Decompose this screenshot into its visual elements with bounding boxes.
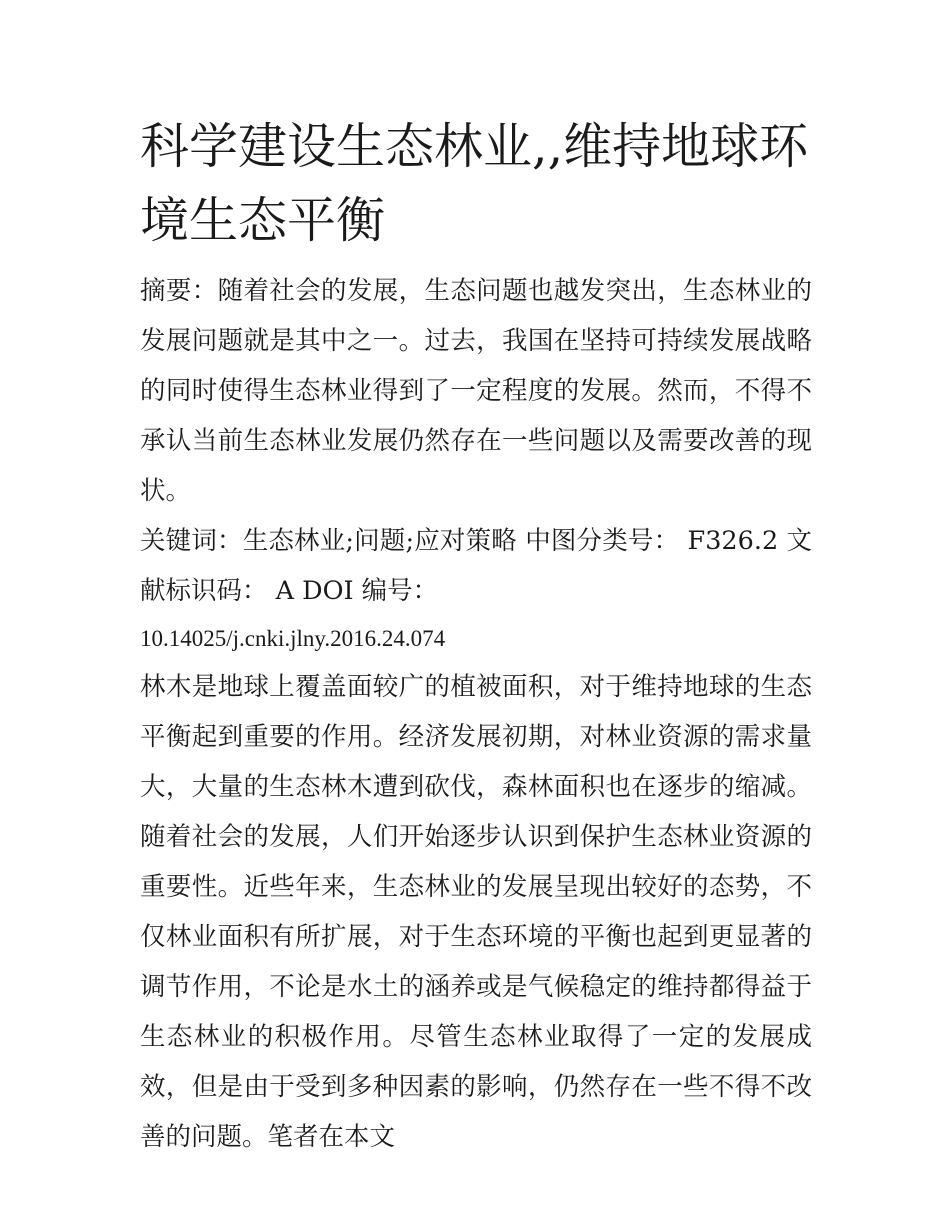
keywords-paragraph: 关键词：生态林业;问题;应对策略 中图分类号： F326.2 文献标识码： A DOI 编号： (140, 526, 812, 606)
document-page (140, 110, 812, 1162)
doi-text: 10.14025/j.cnki.jlny.2016.24.074 (140, 626, 446, 651)
document-title: 科学建设生态林业,,维持地球环境生态平衡 (140, 118, 809, 249)
abstract-paragraph: 摘要：随着社会的发展，生态问题也越发突出，生态林业的发展问题就是其中之一。过去，我国在坚持可持续发展战略的同时使得生态林业得到了一定程度的发展。然而，不得不承认当前生态林业发展仍然存在一些问题以及需要改善的现状。 (140, 276, 812, 506)
body-paragraph: 林木是地球上覆盖面较广的植被面积，对于维持地球的生态平衡起到重要的作用。经济发展初期，对林业资源的需求量大，大量的生态林木遭到砍伐，森林面积也在逐步的缩减。随着社会的发展，人们开始逐步认识到保护生态林业资源的重要性。近些年来，生态林业的发展呈现出较好的态势，不仅林业面积有所扩展，对于生态环境的平衡也起到更显著的调节作用，不论是水土的涵养或是气候稳定的维持都得益于生态林业的积极作用。尽管生态林业取得了一定的发展成效，但是由于受到多种因素的影响，仍然存在一些不得不改善的问题。笔者在本文 (140, 672, 812, 1152)
